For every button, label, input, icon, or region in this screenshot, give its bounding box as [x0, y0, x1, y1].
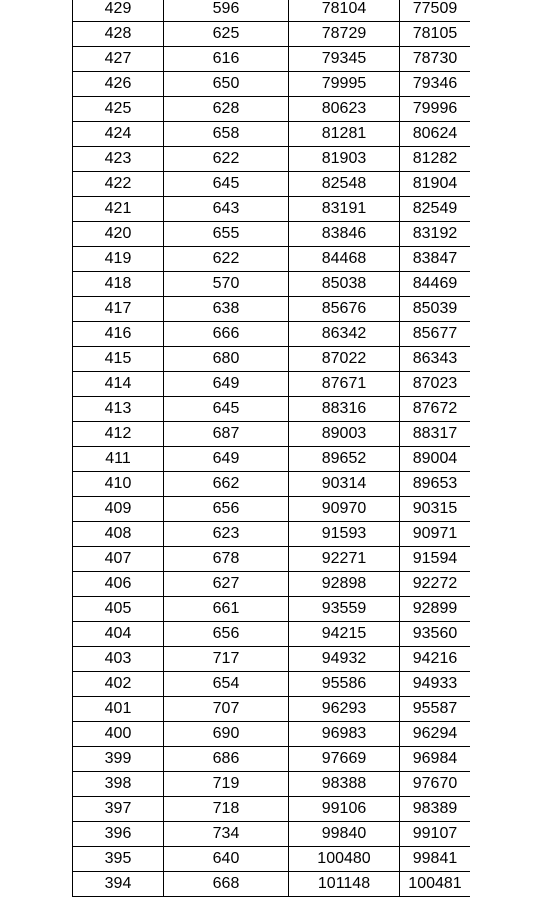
table-row	[73, 397, 471, 422]
table-row	[73, 697, 471, 722]
range-start-cell[interactable]: 92899	[400, 597, 471, 622]
range-start-cell[interactable]: 78105	[400, 22, 471, 47]
count-cell[interactable]: 616	[164, 47, 289, 72]
score-cell[interactable]: 420	[73, 222, 164, 247]
table-row	[73, 72, 471, 97]
range-start-cell[interactable]: 84469	[400, 272, 471, 297]
range-start-cell[interactable]: 96294	[400, 722, 471, 747]
cumulative-cell[interactable]: 82548	[289, 172, 400, 197]
count-cell[interactable]: 650	[164, 72, 289, 97]
cumulative-cell[interactable]: 81903	[289, 147, 400, 172]
cumulative-cell[interactable]: 85038	[289, 272, 400, 297]
table-row	[73, 872, 471, 897]
count-cell[interactable]: 655	[164, 222, 289, 247]
score-cell[interactable]: 408	[73, 522, 164, 547]
table-row	[73, 622, 471, 647]
table-row	[73, 597, 471, 622]
score-cell[interactable]: 416	[73, 322, 164, 347]
count-cell[interactable]: 628	[164, 97, 289, 122]
score-cell[interactable]: 396	[73, 822, 164, 847]
count-cell[interactable]: 661	[164, 597, 289, 622]
cumulative-cell[interactable]: 99840	[289, 822, 400, 847]
count-cell[interactable]: 654	[164, 672, 289, 697]
range-start-cell[interactable]: 97670	[400, 772, 471, 797]
count-cell[interactable]: 656	[164, 622, 289, 647]
range-start-cell[interactable]: 89004	[400, 447, 471, 472]
score-cell[interactable]: 422	[73, 172, 164, 197]
count-cell[interactable]: 645	[164, 397, 289, 422]
score-cell[interactable]: 404	[73, 622, 164, 647]
spreadsheet-area	[72, 0, 470, 899]
score-cell[interactable]: 425	[73, 97, 164, 122]
score-cell[interactable]: 401	[73, 697, 164, 722]
range-start-cell[interactable]: 98389	[400, 797, 471, 822]
cumulative-cell[interactable]: 80623	[289, 97, 400, 122]
score-cell[interactable]: 394	[73, 872, 164, 897]
cumulative-cell[interactable]: 83191	[289, 197, 400, 222]
cumulative-cell[interactable]: 99106	[289, 797, 400, 822]
range-start-cell[interactable]: 94216	[400, 647, 471, 672]
cumulative-cell[interactable]: 93559	[289, 597, 400, 622]
count-cell[interactable]: 622	[164, 147, 289, 172]
table-row	[73, 672, 471, 697]
cumulative-cell[interactable]: 91593	[289, 522, 400, 547]
table-row	[73, 497, 471, 522]
range-start-cell[interactable]: 93560	[400, 622, 471, 647]
count-cell[interactable]: 638	[164, 297, 289, 322]
range-start-cell[interactable]: 89653	[400, 472, 471, 497]
range-start-cell[interactable]: 90315	[400, 497, 471, 522]
table-row	[73, 297, 471, 322]
score-cell[interactable]: 426	[73, 72, 164, 97]
table-row	[73, 422, 471, 447]
cumulative-cell[interactable]: 92898	[289, 572, 400, 597]
range-start-cell[interactable]: 80624	[400, 122, 471, 147]
range-start-cell[interactable]: 79996	[400, 97, 471, 122]
score-cell[interactable]: 418	[73, 272, 164, 297]
range-start-cell[interactable]: 81904	[400, 172, 471, 197]
cumulative-cell[interactable]: 96293	[289, 697, 400, 722]
cumulative-cell[interactable]: 78729	[289, 22, 400, 47]
count-cell[interactable]: 622	[164, 247, 289, 272]
score-cell[interactable]: 428	[73, 22, 164, 47]
table-row	[73, 47, 471, 72]
score-cell[interactable]: 411	[73, 447, 164, 472]
range-start-cell[interactable]: 79346	[400, 72, 471, 97]
score-cell[interactable]: 427	[73, 47, 164, 72]
cumulative-cell[interactable]: 96983	[289, 722, 400, 747]
table-row	[73, 372, 471, 397]
range-start-cell[interactable]: 96984	[400, 747, 471, 772]
count-cell[interactable]: 656	[164, 497, 289, 522]
range-start-cell[interactable]: 99841	[400, 847, 471, 872]
table-row	[73, 147, 471, 172]
table-row	[73, 22, 471, 47]
cumulative-cell[interactable]: 87022	[289, 347, 400, 372]
table-row	[73, 447, 471, 472]
count-cell[interactable]: 734	[164, 822, 289, 847]
table-body	[73, 0, 471, 897]
cumulative-cell[interactable]: 90314	[289, 472, 400, 497]
count-cell[interactable]: 627	[164, 572, 289, 597]
table-row	[73, 797, 471, 822]
cumulative-cell[interactable]: 87671	[289, 372, 400, 397]
cumulative-cell[interactable]: 101148	[289, 872, 400, 897]
range-start-cell[interactable]: 83192	[400, 222, 471, 247]
cumulative-cell[interactable]: 94215	[289, 622, 400, 647]
score-cell[interactable]: 397	[73, 797, 164, 822]
score-cell[interactable]: 398	[73, 772, 164, 797]
cumulative-cell[interactable]: 95586	[289, 672, 400, 697]
table-row	[73, 122, 471, 147]
count-cell[interactable]: 623	[164, 522, 289, 547]
count-cell[interactable]: 718	[164, 797, 289, 822]
score-table	[72, 0, 470, 897]
table-row	[73, 522, 471, 547]
table-row	[73, 822, 471, 847]
score-cell[interactable]: 414	[73, 372, 164, 397]
cumulative-cell[interactable]: 94932	[289, 647, 400, 672]
score-cell[interactable]: 412	[73, 422, 164, 447]
table-row	[73, 647, 471, 672]
count-cell[interactable]: 649	[164, 372, 289, 397]
count-cell[interactable]: 717	[164, 647, 289, 672]
cumulative-cell[interactable]: 83846	[289, 222, 400, 247]
range-start-cell[interactable]: 85039	[400, 297, 471, 322]
table-row	[73, 547, 471, 572]
table-row	[73, 172, 471, 197]
score-cell[interactable]: 413	[73, 397, 164, 422]
cumulative-cell[interactable]: 97669	[289, 747, 400, 772]
score-cell[interactable]: 409	[73, 497, 164, 522]
cumulative-cell[interactable]: 84468	[289, 247, 400, 272]
score-cell[interactable]: 407	[73, 547, 164, 572]
cumulative-cell[interactable]: 90970	[289, 497, 400, 522]
count-cell[interactable]: 645	[164, 172, 289, 197]
count-cell[interactable]: 640	[164, 847, 289, 872]
table-row	[73, 847, 471, 872]
cumulative-cell[interactable]: 81281	[289, 122, 400, 147]
cumulative-cell[interactable]: 88316	[289, 397, 400, 422]
table-row	[73, 222, 471, 247]
score-cell[interactable]: 403	[73, 647, 164, 672]
score-cell[interactable]: 423	[73, 147, 164, 172]
cumulative-cell[interactable]: 89003	[289, 422, 400, 447]
score-cell[interactable]: 405	[73, 597, 164, 622]
count-cell[interactable]: 680	[164, 347, 289, 372]
score-cell[interactable]: 400	[73, 722, 164, 747]
cumulative-cell[interactable]: 92271	[289, 547, 400, 572]
table-row	[73, 472, 471, 497]
table-row	[73, 772, 471, 797]
table-row	[73, 97, 471, 122]
count-cell[interactable]: 687	[164, 422, 289, 447]
count-cell[interactable]: 686	[164, 747, 289, 772]
score-cell[interactable]: 410	[73, 472, 164, 497]
cumulative-cell[interactable]: 86342	[289, 322, 400, 347]
count-cell[interactable]: 570	[164, 272, 289, 297]
score-cell[interactable]: 417	[73, 297, 164, 322]
table-row	[73, 722, 471, 747]
score-cell[interactable]: 424	[73, 122, 164, 147]
cumulative-cell[interactable]: 100480	[289, 847, 400, 872]
count-cell[interactable]: 690	[164, 722, 289, 747]
range-start-cell[interactable]: 94933	[400, 672, 471, 697]
score-cell[interactable]: 406	[73, 572, 164, 597]
score-cell[interactable]: 421	[73, 197, 164, 222]
table-row	[73, 0, 471, 22]
score-cell[interactable]: 402	[73, 672, 164, 697]
score-cell[interactable]: 429	[73, 0, 164, 22]
cumulative-cell[interactable]: 98388	[289, 772, 400, 797]
count-cell[interactable]: 719	[164, 772, 289, 797]
table-row	[73, 572, 471, 597]
table-row	[73, 347, 471, 372]
range-start-cell[interactable]: 77509	[400, 0, 471, 22]
count-cell[interactable]: 707	[164, 697, 289, 722]
range-start-cell[interactable]: 95587	[400, 697, 471, 722]
count-cell[interactable]: 649	[164, 447, 289, 472]
range-start-cell[interactable]: 85677	[400, 322, 471, 347]
table-row	[73, 197, 471, 222]
score-cell[interactable]: 399	[73, 747, 164, 772]
count-cell[interactable]: 678	[164, 547, 289, 572]
cumulative-cell[interactable]: 85676	[289, 297, 400, 322]
range-start-cell[interactable]: 90971	[400, 522, 471, 547]
table-row	[73, 272, 471, 297]
count-cell[interactable]: 658	[164, 122, 289, 147]
range-start-cell[interactable]: 82549	[400, 197, 471, 222]
range-start-cell[interactable]: 87672	[400, 397, 471, 422]
cumulative-cell[interactable]: 89652	[289, 447, 400, 472]
count-cell[interactable]: 596	[164, 0, 289, 22]
range-start-cell[interactable]: 81282	[400, 147, 471, 172]
range-start-cell[interactable]: 99107	[400, 822, 471, 847]
table-row	[73, 747, 471, 772]
count-cell[interactable]: 668	[164, 872, 289, 897]
count-cell[interactable]: 662	[164, 472, 289, 497]
cumulative-cell[interactable]: 78104	[289, 0, 400, 22]
score-cell[interactable]: 395	[73, 847, 164, 872]
range-start-cell[interactable]: 91594	[400, 547, 471, 572]
table-row	[73, 247, 471, 272]
range-start-cell[interactable]: 78730	[400, 47, 471, 72]
cumulative-cell[interactable]: 79345	[289, 47, 400, 72]
count-cell[interactable]: 643	[164, 197, 289, 222]
count-cell[interactable]: 625	[164, 22, 289, 47]
score-cell[interactable]: 419	[73, 247, 164, 272]
count-cell[interactable]: 666	[164, 322, 289, 347]
range-start-cell[interactable]: 83847	[400, 247, 471, 272]
range-start-cell[interactable]: 86343	[400, 347, 471, 372]
table-row	[73, 322, 471, 347]
range-start-cell[interactable]: 87023	[400, 372, 471, 397]
cumulative-cell[interactable]: 79995	[289, 72, 400, 97]
range-start-cell[interactable]: 92272	[400, 572, 471, 597]
range-start-cell[interactable]: 100481	[400, 872, 471, 897]
range-start-cell[interactable]: 88317	[400, 422, 471, 447]
score-cell[interactable]: 415	[73, 347, 164, 372]
